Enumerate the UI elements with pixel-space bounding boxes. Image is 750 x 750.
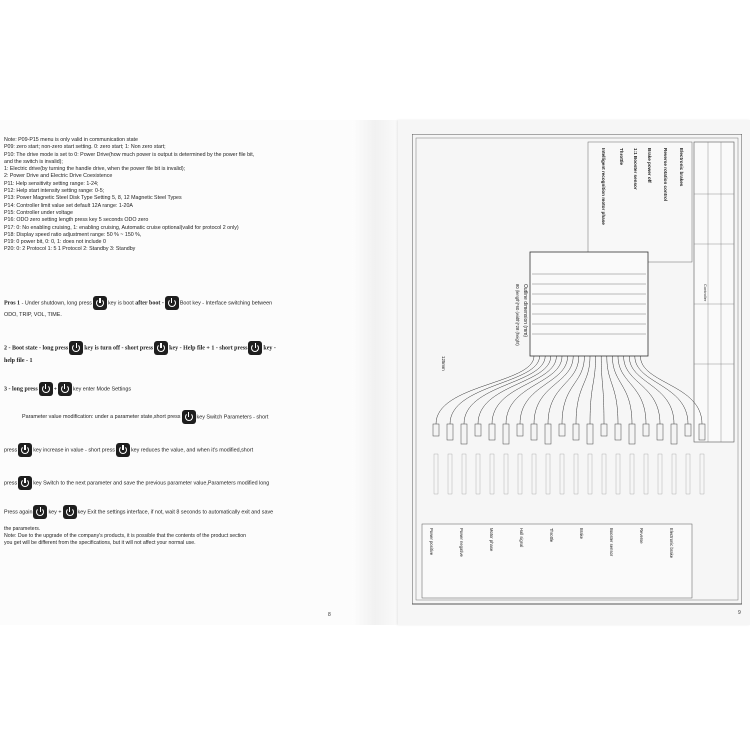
wire: [607, 356, 618, 424]
connector: [615, 424, 621, 440]
operation-1: [4, 296, 350, 310]
connector: [447, 424, 453, 440]
connector: [601, 424, 607, 436]
note-heading: Intelligent recognition motor phase: [601, 148, 606, 225]
power-key-icon: [116, 443, 130, 457]
connector-label-box: [476, 454, 480, 494]
connector: [685, 424, 691, 436]
wire: [640, 356, 702, 424]
param-line-3: [4, 476, 350, 490]
manual-right-page: [398, 120, 750, 625]
wire: [629, 356, 674, 424]
note-heading: Electronic brakes: [679, 148, 684, 187]
wire-label: Electronic brake: [669, 528, 674, 559]
power-key-icon: [63, 505, 77, 519]
wire-label: Reverse: [639, 528, 644, 544]
title-block-text: Controller: [703, 284, 708, 302]
page-number: 8: [328, 612, 331, 618]
text-line: P09: zero start; non-zero start setting. 0: zero start; 1: Non zero start;: [4, 144, 166, 151]
wire: [635, 356, 688, 424]
text-line: P13: Power Magnetic Steel Disk Type Setting 5, 8, 12 Magnetic Steel Types: [4, 195, 182, 202]
connector-label-box: [588, 454, 592, 494]
connector: [433, 424, 439, 436]
power-key-icon: [154, 341, 168, 355]
connector-label-box: [700, 454, 704, 494]
power-key-icon: [248, 341, 262, 355]
connector: [699, 424, 705, 440]
text-line: P16: ODO zero setting length press key 5 seconds ODO zero: [4, 217, 149, 224]
connector: [559, 424, 565, 436]
connector: [587, 424, 593, 444]
text-line: P17: 0: No enabling cruising, 1: enabling cruising, Automatic cruise optional(valid for protocol 2 only): [4, 224, 239, 231]
wire: [478, 356, 551, 424]
op2-text-3: key -: [263, 345, 276, 352]
text-line: P14: Controller limit value set default 12A range: 1-20A: [4, 202, 133, 209]
wire-label: Booster sensor: [609, 528, 614, 557]
power-key-icon: [33, 505, 47, 519]
text-line: 2: Power Drive and Electric Drive Coexistence: [4, 173, 113, 180]
param-text: Parameter value modification: under a parameter state,short press: [22, 414, 181, 421]
connector-label-box: [434, 454, 438, 494]
note-line: Note: Due to the upgrade of the company's products, it is possible that the contents of the product section: [4, 533, 247, 539]
connector-label-box: [546, 454, 550, 494]
wire: [534, 356, 573, 424]
op1-text-3: Boot key: [179, 300, 201, 307]
wire-label-block: [422, 524, 692, 598]
op1-lead: Pros 1: [4, 300, 21, 307]
connector: [503, 424, 509, 444]
connector-label-box: [658, 454, 662, 494]
notes-column: [588, 142, 692, 262]
cable-length: 125mm: [441, 356, 446, 371]
wire-harness: [436, 356, 702, 424]
power-key-icon: [58, 382, 72, 396]
connector-label-box: [574, 454, 578, 494]
note-heading: Reverse rotation control: [663, 148, 668, 202]
connector-label-box: [672, 454, 676, 494]
op1-text-1: - Under shutdown, long press: [21, 300, 92, 307]
manual-left-page: [0, 120, 352, 625]
connector: [489, 424, 495, 440]
wiring-diagram: [412, 134, 742, 614]
param-line-4: [4, 505, 350, 519]
text-line: and the switch is invalid);: [4, 158, 63, 165]
text-line: Note: P09-P15 menu is only valid in communication state: [4, 137, 138, 143]
param-text: key Switch Parameters - short: [196, 414, 269, 421]
operation-3: [4, 382, 350, 396]
wire: [548, 356, 579, 424]
note-heading: 1:1 Booster sensor: [633, 148, 638, 190]
connector: [517, 424, 523, 436]
wire: [436, 356, 534, 424]
connector: [475, 424, 481, 436]
wire: [618, 356, 646, 424]
connector-label-box: [448, 454, 452, 494]
text-line: P19: 0 power bit, 0: 0, 1: does not include 0: [4, 239, 106, 246]
connector: [531, 424, 537, 440]
param-text: press: [4, 447, 18, 454]
op1-lead-2: after boot -: [135, 300, 164, 307]
power-key-icon: [18, 476, 32, 490]
text-line: P12: Help start intensity setting range: 0-5;: [4, 188, 105, 195]
param-line-1: [4, 410, 350, 424]
power-key-icon: [182, 410, 196, 424]
op1-text-4: - Interface switching between: [202, 300, 273, 307]
op2-cont-text: help file - 1: [4, 358, 33, 364]
op3-text: key enter Mode Settings: [72, 386, 132, 393]
operation-2: [4, 341, 350, 355]
notes: [4, 526, 348, 547]
text-line: P15: Controller under voltage: [4, 209, 73, 216]
controller-dimension: Outline dimension (mm): [522, 284, 528, 338]
connector-label-box: [560, 454, 564, 494]
text-line: P11: Help sensitivity setting range: 1-24;: [4, 180, 99, 187]
text-line: P18: Display speed ratio adjustment range: 50 % ~ 150 %,: [4, 231, 142, 238]
text-line: 1: Electric drive(by turning the handle drive, when the power file bit is invalid);: [4, 166, 186, 173]
connector-label-box: [504, 454, 508, 494]
power-key-icon: [39, 382, 53, 396]
wire: [590, 356, 596, 424]
power-key-icon: [69, 341, 83, 355]
note-line: the parameters.: [4, 526, 41, 532]
op2-text-2: key - Help file + 1 - short press: [169, 345, 248, 352]
connector-label-box: [616, 454, 620, 494]
connector-label-box: [462, 454, 466, 494]
wire-label: Brake: [579, 528, 584, 539]
power-key-icon: [165, 296, 179, 310]
connector-label-box: [630, 454, 634, 494]
book-gutter: [352, 120, 398, 625]
power-key-icon: [18, 443, 32, 457]
op3-lead: 3 - long press: [4, 386, 38, 393]
power-key-icon: [93, 296, 107, 310]
connector: [545, 424, 551, 444]
wire: [506, 356, 562, 424]
op2-lead: 2 - Boot state - long press: [4, 345, 69, 352]
connector-label-box: [602, 454, 606, 494]
connector: [671, 424, 677, 444]
wire: [624, 356, 660, 424]
text-line: P20: 0: 2 Protocol 1: 5 1 Protocol 2: Standby 3: Standby: [4, 246, 136, 253]
note-heading: Throttle: [619, 148, 624, 166]
page-number: 9: [738, 610, 741, 616]
operation-2-cont: [4, 358, 350, 365]
param-text: key reduces the value, and when it's modified,short: [130, 447, 254, 454]
wire-label: Power positive: [429, 528, 434, 556]
op3-plus: +: [53, 386, 57, 393]
wire-label: Power negative: [459, 528, 464, 557]
wire-label: Hall signal: [519, 528, 524, 548]
param-text: key Switch to the next parameter and save the previous parameter value,Parameters modified long: [33, 480, 270, 487]
param-text: press: [4, 480, 18, 487]
wire: [464, 356, 545, 424]
param-text: key +: [48, 509, 62, 516]
connector: [461, 424, 467, 444]
connector-label-box: [490, 454, 494, 494]
connector-label-box: [644, 454, 648, 494]
operation-1-cont: ODO, TRIP, VOL, TIME.: [4, 312, 62, 318]
param-text: Press again: [4, 509, 33, 516]
note-heading: Brake power off: [647, 148, 652, 183]
connector: [629, 424, 635, 444]
connector: [643, 424, 649, 436]
text-line: P10: The drive mode is set to 0: Power Drive(how much power is output is determined by the power file bit,: [4, 151, 255, 158]
parameter-list: [4, 137, 348, 254]
connector-label-box: [518, 454, 522, 494]
connector-row: [433, 424, 705, 494]
param-text: key Exit the settings interface, if not, wait 8 seconds to automatically exit and save: [77, 509, 274, 516]
op1-text-2: key is boot: [107, 300, 134, 307]
wire-label: Motor phase: [489, 528, 494, 552]
wire-label: Throttle: [549, 528, 554, 543]
connector: [657, 424, 663, 440]
op2-text-1: key is turn off - short press: [84, 345, 154, 352]
wire: [601, 356, 604, 424]
controller-dimension-values: 80 (length)*60 (width)*28 (height): [515, 284, 520, 346]
note-line: you get will be different from the specifications, but it will not affect your normal use.: [4, 540, 196, 546]
connector-label-box: [532, 454, 536, 494]
param-text: key increase in value - short press: [33, 447, 115, 454]
param-line-2: [4, 443, 350, 457]
connector-label-box: [686, 454, 690, 494]
wire: [612, 356, 632, 424]
connector: [573, 424, 579, 440]
title-block: [694, 142, 734, 442]
